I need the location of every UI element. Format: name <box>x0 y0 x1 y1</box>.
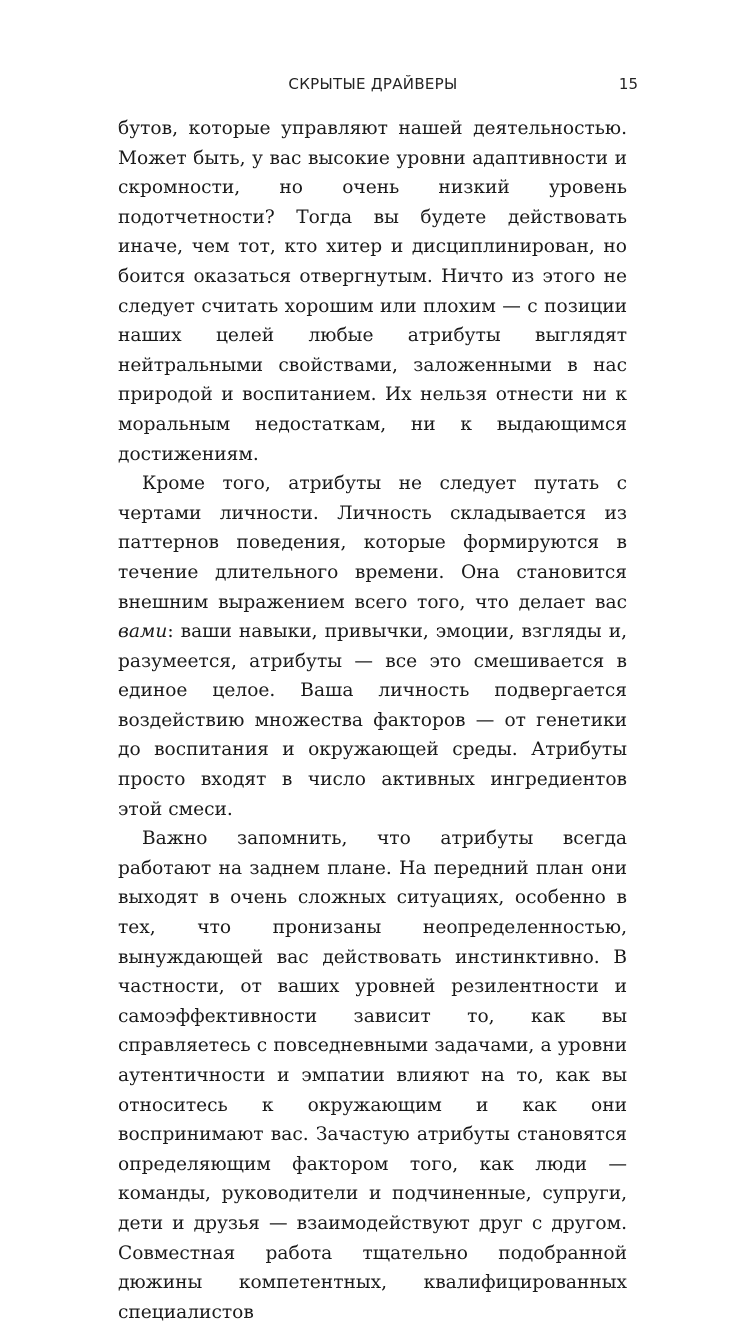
body-text <box>118 114 627 1327</box>
paragraph-1-text: бутов, которые управляют нашей деятельностью. Может быть, у вас высокие уровни адаптивности и скромности, но очень низкий уровень подотчетности? Тогда вы будете действовать иначе, чем тот, кто хитер и дисциплинирован, но боится оказаться отвергнутым. Ничто из этого не следует считать хорошим или плохим — с позиции наших целей любые атрибуты выглядят нейтральными свойствами, заложенными в нас природой и воспитанием. Их нельзя отнести ни к моральным недостаткам, ни к выдающимся достижениям. <box>118 118 627 465</box>
page-number: 15 <box>618 75 638 93</box>
running-title: СКРЫТЫЕ ДРАЙВЕРЫ <box>288 75 458 93</box>
paragraph-3 <box>118 824 627 1327</box>
paragraph-2-text-start: Кроме того, атрибуты не следует путать с чертами личности. Личность складывается из паттернов поведения, которые формируются в течение длительного времени. Она становится внешним выражением всего того, что делает вас <box>118 473 627 613</box>
paragraph-3-text: Важно запомнить, что атрибуты всегда работают на заднем плане. На передний план они выходят в очень сложных ситуациях, особенно в тех, что пронизаны неопределенностью, вынуждающей вас действовать инстинктивно. В частности, от ваших уровней резилентности и самоэффективности зависит то, как вы справляетесь с повседневными задачами, а уровни аутентичности и эмпатии влияют на то, как вы относитесь к окружающим и как они воспринимают вас. Зачастую атрибуты становятся определяющим фактором того, как люди — команды, руководители и подчиненные, супруги, дети и друзья — взаимодействуют друг с другом. Совместная работа тщательно подобранной дюжины компетентных, квалифицированных специалистов <box>118 828 627 1323</box>
paragraph-2-italic-word: вами <box>118 621 168 643</box>
running-header <box>0 75 746 97</box>
paragraph-2-text-end: : ваши навыки, привычки, эмоции, взгляды и, разумеется, атрибуты — все это смешивается в единое целое. Ваша личность подвергается воздействию множества факторов — от генетики до воспитания и окружающей среды. Атрибуты просто входят в число активных ингредиентов этой смеси. <box>118 621 627 820</box>
paragraph-2 <box>118 469 627 824</box>
paragraph-1 <box>118 114 627 469</box>
